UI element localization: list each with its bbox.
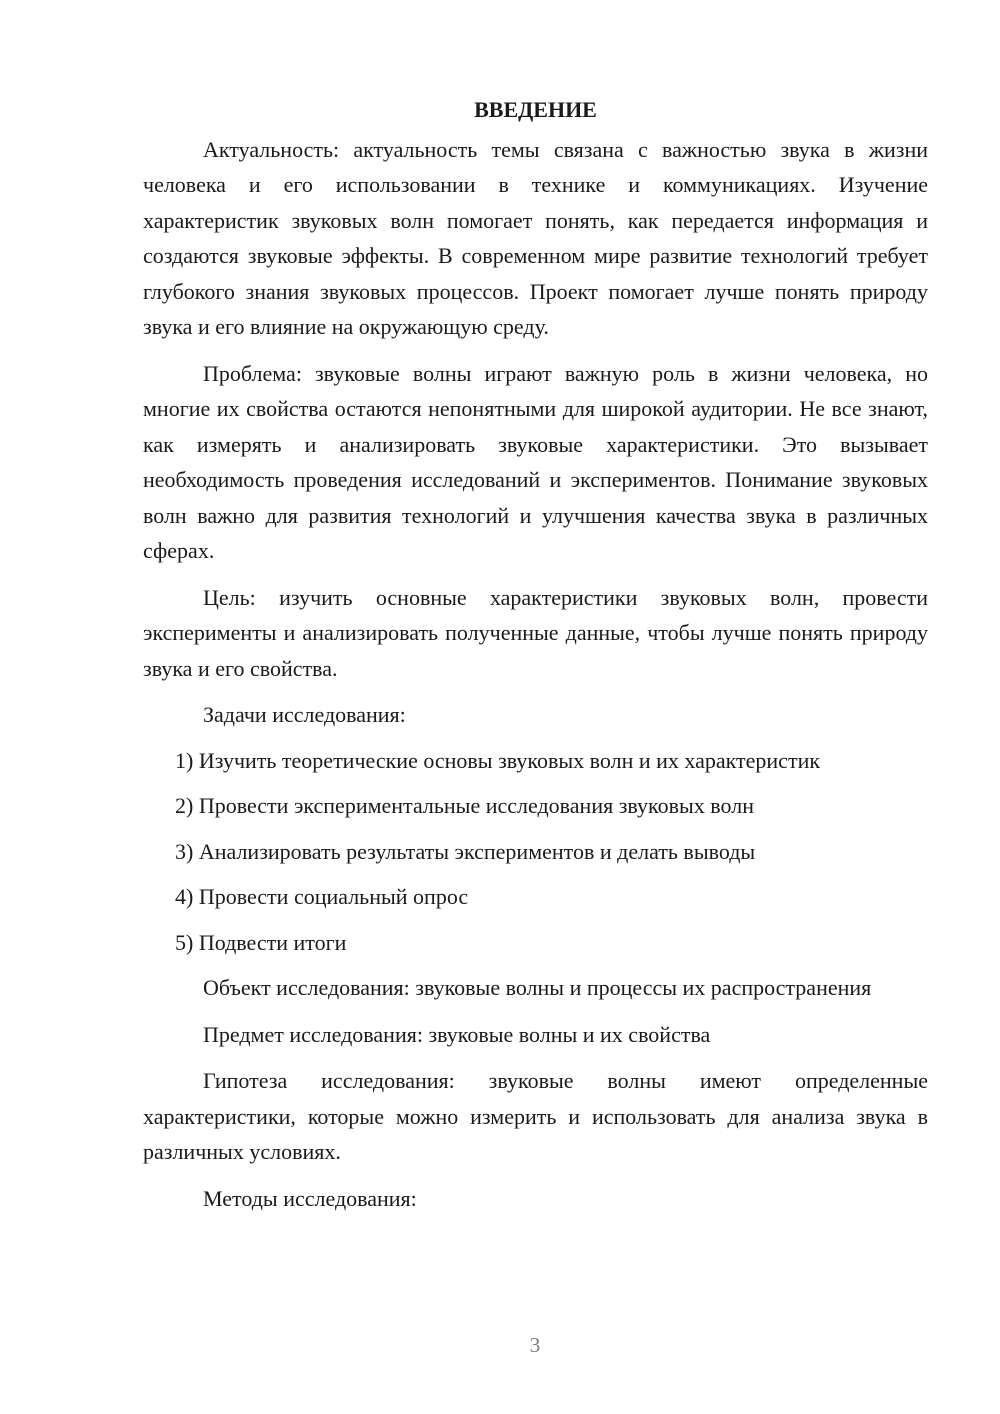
- tasks-heading: Задачи исследования:: [203, 702, 406, 727]
- task-item-2: 2) Провести экспериментальные исследования звуковых волн: [175, 793, 754, 818]
- task-item-4: 4) Провести социальный опрос: [175, 884, 469, 909]
- paragraph-problem: Проблема: звуковые волны играют важную роль в жизни человека, но многие их свойства остаются непонятными для широкой аудитории. Не все знают, как измерять и анализировать звуковые характеристики. Это вызывает необходимость проведения исследований и экспериментов. Понимание звуковых волн важно для развития технологий и улучшения качества звука в различных сферах.: [143, 360, 928, 563]
- document-page: [143, 92, 928, 1227]
- paragraph-goal: Цель: изучить основные характеристики звуковых волн, провести эксперименты и анализировать полученные данные, чтобы лучше понять природу звука и его свойства.: [143, 584, 928, 681]
- task-item-5: 5) Подвести итоги: [175, 929, 347, 955]
- page-number: 3: [529, 1333, 541, 1357]
- tasks-list: [143, 743, 928, 961]
- paragraph-hypothesis: Гипотеза исследования: звуковые волны имеют определенные характеристики, которые можно измерить и использовать для анализа звука в различных условиях.: [143, 1068, 928, 1164]
- section-title: ВВЕДЕНИЕ: [474, 97, 597, 122]
- paragraph-subject: Предмет исследования: звуковые волны и их свойства: [203, 1021, 711, 1047]
- paragraph-object: Объект исследования: звуковые волны и процессы их распространения: [203, 975, 872, 1000]
- task-item-3: 3) Анализировать результаты экспериментов и делать выводы: [175, 838, 756, 864]
- task-item-1: 1) Изучить теоретические основы звуковых волн и их характеристик: [175, 747, 821, 773]
- paragraph-relevance: Актуальность: актуальность темы связана с важностью звука в жизни человека и его использовании в технике и коммуникациях. Изучение характеристик звуковых волн помогает понять, как передается информация и создаются звуковые эффекты. В современном мире развитие технологий требует глубокого знания звуковых процессов. Проект помогает лучше понять природу звука и его влияние на окружающую среду.: [143, 136, 928, 339]
- methods-heading: Методы исследования:: [203, 1185, 417, 1211]
